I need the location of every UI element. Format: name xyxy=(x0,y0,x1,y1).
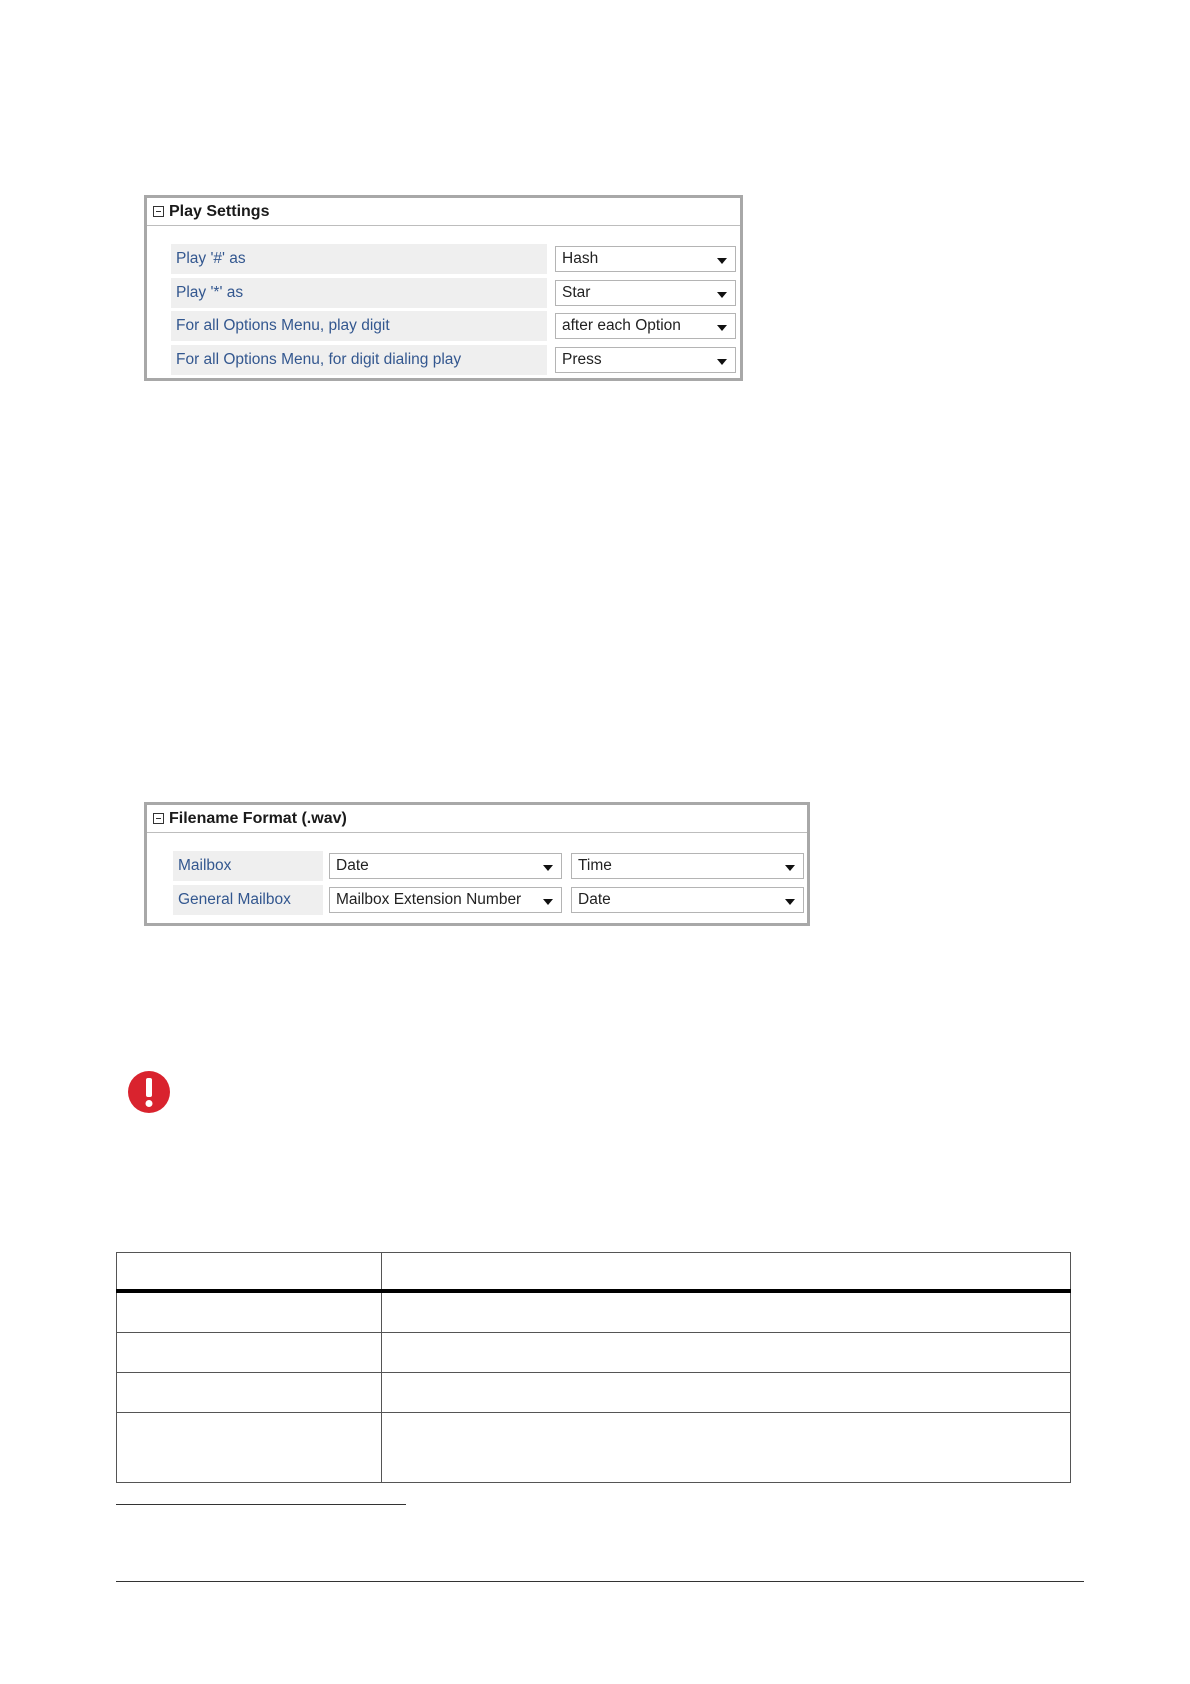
chevron-down-icon xyxy=(717,359,727,365)
play-settings-panel xyxy=(144,195,743,381)
play-star-select[interactable] xyxy=(555,280,736,306)
general-mailbox-row xyxy=(173,885,323,915)
collapse-icon[interactable] xyxy=(153,206,164,217)
options-digit-dialing-row xyxy=(171,345,547,375)
play-settings-title: Play Settings xyxy=(169,202,270,220)
general-mailbox-first-select[interactable] xyxy=(329,887,562,913)
mailbox-label: Mailbox xyxy=(173,851,323,881)
table-row xyxy=(117,1373,1071,1413)
table-header-row xyxy=(117,1253,1071,1292)
chevron-down-icon xyxy=(543,865,553,871)
mailbox-first-select[interactable] xyxy=(329,853,562,879)
options-digit-dialing-select[interactable] xyxy=(555,347,736,373)
mailbox-second-value: Time xyxy=(578,857,612,874)
table-header-cell xyxy=(382,1253,1071,1292)
filename-format-header[interactable] xyxy=(147,805,807,833)
play-star-row xyxy=(171,278,547,308)
chevron-down-icon xyxy=(543,899,553,905)
filename-format-panel xyxy=(144,802,810,926)
play-star-value: Star xyxy=(562,284,591,301)
chevron-down-icon xyxy=(717,292,727,298)
options-play-digit-value: after each Option xyxy=(562,317,681,334)
table-header-cell xyxy=(117,1253,382,1292)
footnote-divider xyxy=(116,1504,406,1505)
description-table xyxy=(116,1252,1071,1483)
options-digit-dialing-label: For all Options Menu, for digit dialing play xyxy=(171,345,547,375)
table-cell xyxy=(382,1413,1071,1483)
play-hash-label: Play '#' as xyxy=(171,244,547,274)
mailbox-first-value: Date xyxy=(336,857,369,874)
chevron-down-icon xyxy=(717,325,727,331)
table-cell xyxy=(117,1291,382,1333)
chevron-down-icon xyxy=(717,258,727,264)
chevron-down-icon xyxy=(785,865,795,871)
play-hash-value: Hash xyxy=(562,250,599,267)
table-cell xyxy=(382,1333,1071,1373)
general-mailbox-second-select[interactable] xyxy=(571,887,804,913)
options-play-digit-row xyxy=(171,311,547,341)
options-play-digit-label: For all Options Menu, play digit xyxy=(171,311,547,341)
play-settings-header[interactable] xyxy=(147,198,740,226)
play-hash-select[interactable] xyxy=(555,246,736,272)
table-row xyxy=(117,1413,1071,1483)
play-star-label: Play '*' as xyxy=(171,278,547,308)
table-cell xyxy=(382,1373,1071,1413)
table-row xyxy=(117,1333,1071,1373)
exclamation-alert-icon xyxy=(127,1070,171,1114)
footer-divider xyxy=(116,1581,1084,1582)
table-cell xyxy=(117,1373,382,1413)
general-mailbox-second-value: Date xyxy=(578,891,611,908)
collapse-icon[interactable] xyxy=(153,813,164,824)
table-cell xyxy=(117,1413,382,1483)
filename-format-title: Filename Format (.wav) xyxy=(169,809,347,827)
table-row xyxy=(117,1291,1071,1333)
play-hash-row xyxy=(171,244,547,274)
table-cell xyxy=(382,1291,1071,1333)
mailbox-row xyxy=(173,851,323,881)
chevron-down-icon xyxy=(785,899,795,905)
general-mailbox-first-value: Mailbox Extension Number xyxy=(336,891,522,908)
table-cell xyxy=(117,1333,382,1373)
options-digit-dialing-value: Press xyxy=(562,351,602,368)
options-play-digit-select[interactable] xyxy=(555,313,736,339)
mailbox-second-select[interactable] xyxy=(571,853,804,879)
general-mailbox-label: General Mailbox xyxy=(173,885,323,915)
